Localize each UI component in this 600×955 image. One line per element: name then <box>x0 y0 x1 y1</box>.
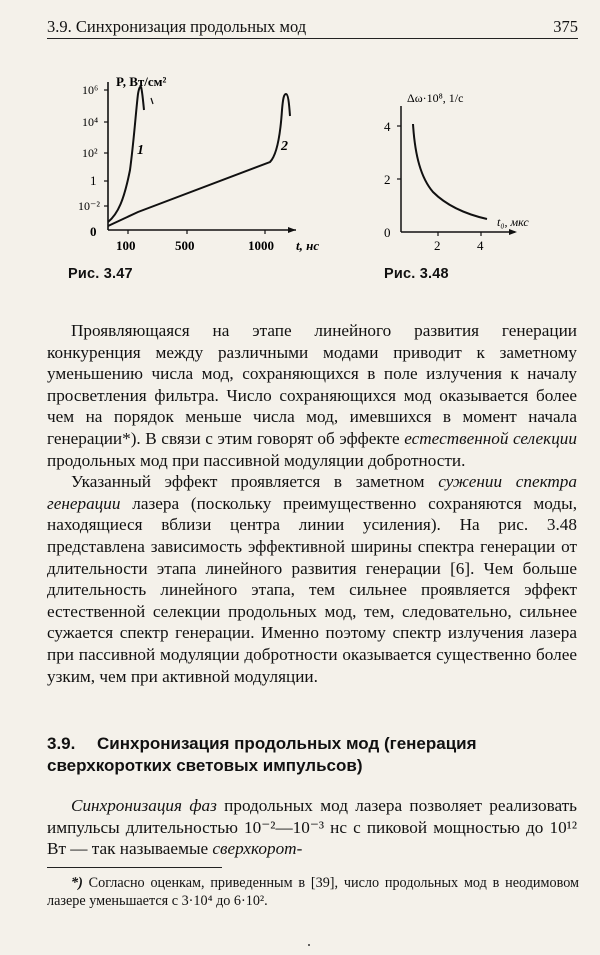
y-tick-label: 0 <box>384 225 391 240</box>
x-tick-label: 2 <box>434 238 441 253</box>
y-tick-label: 10⁴ <box>82 115 99 129</box>
x-axis-label: t, нс <box>296 238 320 253</box>
body-text <box>47 320 577 687</box>
y-tick-label: 10⁶ <box>82 83 99 97</box>
x-axis-arrow <box>288 227 296 233</box>
curve-label-2: 2 <box>281 139 288 154</box>
x-tick-label: 4 <box>477 238 484 253</box>
running-head <box>47 14 578 39</box>
page-speck <box>308 944 310 946</box>
y-tick-label: 10² <box>82 146 98 160</box>
section-title: Синхронизация продольных мод (генерация сверхкоротких световых импульсов) <box>47 734 477 775</box>
x-tick-label: 100 <box>116 238 136 253</box>
y-tick-label: 10⁻² <box>78 199 100 213</box>
paragraph-1: Проявляющаяся на этапе линейного развития генерации конкуренция между различными модами приводит к заметному уменьшению числа мод, сохраняющихся в поле излучения к началу просветления фильтра. Число сохраняющихся мод оказывается более чем на порядок меньше числа мод, имевшихся в момент начала генерации*). В связи с этим говорят об эффекте естественной селекции продольных мод при пассивной модуляции добротности. <box>47 321 577 470</box>
section-heading <box>47 733 577 777</box>
figure-3-47-chart <box>60 70 330 260</box>
figure-3-47-caption: Рис. 3.47 <box>68 266 133 282</box>
y-tick-label: 0 <box>90 224 97 239</box>
y-axis-label: Δω·10⁸, 1/с <box>407 91 464 105</box>
y-axis-label: P, Вт/см² <box>116 74 167 89</box>
footnote-text: Согласно оценкам, приведенным в [39], число продольных мод в неодимовом лазере уменьшается с 3·10⁴ до 6·10². <box>47 875 579 909</box>
footnote-rule <box>47 867 222 868</box>
page-number: 375 <box>553 17 578 36</box>
section-paragraph-1: Синхронизация фаз продольных мод лазера позволяет реализовать импульсы длительностью 10⁻²—10⁻³ нс с пиковой мощностью до 10¹² Вт — так называемые сверхкорот- <box>47 796 577 859</box>
section-number: 3.9. <box>47 734 76 753</box>
delta-omega-curve <box>413 124 487 219</box>
paragraph-2: Указанный эффект проявляется в заметном сужении спектра генерации лазера (поскольку преимущественно сохраняются моды, находящиеся вблизи центра линии усиления). На рис. 3.48 представлена зависимость эффективной ширины спектра генерации от длительности этапа линейного развития генерации [6]. Чем больше длительность линейного этапа, тем сильнее проявляется эффект естественной селекции продольных мод, тем, следовательно, сильнее сужается спектр генерации. Именно поэтому спектр излучения лазера при пассивной модуляции добротности оказывается существенно более узким, чем при активной модуляции. <box>47 472 577 686</box>
x-tick-label: 500 <box>175 238 195 253</box>
y-tick-label: 4 <box>384 119 391 134</box>
footnote-mark: *) <box>71 875 83 891</box>
section-text <box>47 795 577 860</box>
x-axis-arrow <box>509 229 517 235</box>
y-tick-label: 1 <box>90 173 97 188</box>
footnote <box>47 874 579 910</box>
x-axis-label: t₀, мкс <box>497 215 529 229</box>
curve-label-1: 1 <box>137 143 144 158</box>
figure-3-48-caption: Рис. 3.48 <box>384 266 449 282</box>
running-title: 3.9. Синхронизация продольных мод <box>47 17 307 36</box>
x-tick-label: 1000 <box>248 238 274 253</box>
figure-3-48-chart <box>375 86 550 261</box>
y-tick-label: 2 <box>384 172 391 187</box>
